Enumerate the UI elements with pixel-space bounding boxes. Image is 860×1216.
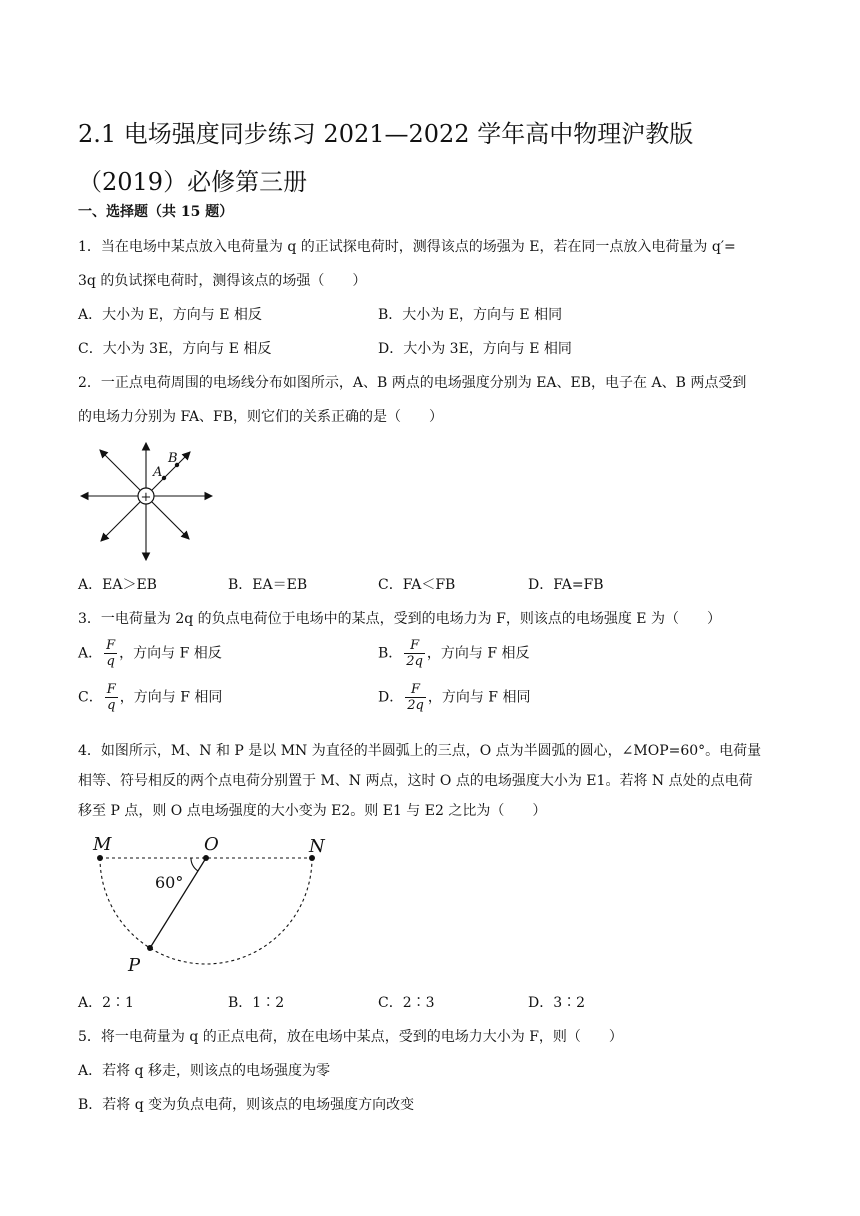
q5-option-a: A．若将 q 移走，则该点的电场强度为零 (78, 1063, 330, 1079)
fraction-denominator: q (106, 654, 115, 669)
q5-option-b: B．若将 q 变为负点电荷，则该点的电场强度方向改变 (78, 1097, 415, 1113)
q4-option-c: C．2∶3 (378, 995, 435, 1011)
q1-option-a: A．大小为 E，方向与 E 相反 (78, 307, 262, 323)
q2-line1: 2．一正点电荷周围的电场线分布如图所示，A、B 两点的电场强度分别为 EA、EB，电子在 A、B 两点受到 (78, 375, 747, 391)
point-n-label: N (309, 836, 325, 857)
q3-option-d-fraction (405, 682, 426, 713)
q2-option-d: D．FA=FB (528, 577, 604, 593)
q3-option-b-letter: B． (378, 645, 403, 662)
q3-option-b-fraction (404, 638, 425, 669)
point-p-label: P (128, 955, 141, 976)
q3-option-c-text: ，方向与 F 相同 (119, 689, 223, 706)
q5-line1: 5．将一电荷量为 q 的正点电荷，放在电场中某点，受到的电场力大小为 F，则（ ） (78, 1029, 623, 1045)
fraction-numerator: F (106, 682, 116, 697)
q3-option-d (378, 682, 530, 713)
q3-option-a-letter: A． (78, 645, 103, 662)
point-m-dot (97, 855, 103, 861)
point-o-label: O (204, 834, 219, 855)
positive-charge-label: + (140, 490, 152, 505)
semicircle-figure (80, 832, 350, 982)
q3-option-d-text: ，方向与 F 相同 (427, 689, 531, 706)
fraction-denominator: 2q (406, 654, 423, 669)
fraction-denominator: 2q (407, 698, 424, 713)
fraction-denominator: q (107, 698, 116, 713)
q3-option-c-letter: C． (78, 689, 103, 706)
q1-option-c: C．大小为 3E，方向与 E 相反 (78, 341, 272, 357)
point-a-dot (162, 476, 166, 480)
field-lines-figure (78, 440, 218, 565)
q3-line1: 3．一电荷量为 2q 的负点电荷位于电场中的某点，受到的电场力为 F，则该点的电场强度 E 为（ ） (78, 611, 721, 627)
q2-option-a: A．EA＞EB (78, 577, 157, 593)
q3-option-b-text: ，方向与 F 相反 (426, 645, 530, 662)
q4-option-a: A．2∶1 (78, 995, 134, 1011)
q3-option-a (78, 638, 222, 669)
q3-option-b (378, 638, 530, 669)
q1-option-b: B．大小为 E，方向与 E 相同 (378, 307, 563, 323)
point-b-label: B (168, 451, 178, 466)
q1-line1: 1．当在电场中某点放入电荷量为 q 的正试探电荷时，测得该点的场强为 E，若在同一点放入电荷量为 q′= (78, 239, 736, 255)
q2-line2: 的电场力分别为 FA、FB，则它们的关系正确的是（ ） (78, 409, 444, 425)
fraction-numerator: F (106, 638, 116, 653)
q4-option-d: D．3∶2 (528, 995, 586, 1011)
q3-option-c (78, 682, 222, 713)
document-title: 2.1 电场强度同步练习 2021—2022 学年高中物理沪教版（2019）必修第三册 (78, 120, 694, 196)
point-p-dot (147, 945, 153, 951)
fraction-numerator: F (404, 638, 425, 654)
q2-option-b: B．EA＝EB (228, 577, 308, 593)
q4-option-b: B．1∶2 (228, 995, 285, 1011)
q4-line2: 相等、符号相反的两个点电荷分别置于 M、N 两点，这时 O 点的电场强度大小为 E1。若将 N 点处的点电荷 (78, 773, 753, 789)
q3-option-c-fraction (105, 682, 118, 713)
q3-option-d-letter: D． (378, 689, 404, 706)
q3-option-a-fraction (104, 638, 117, 669)
point-a-label: A (153, 465, 163, 480)
q3-option-a-text: ，方向与 F 相反 (119, 645, 222, 662)
angle-label: 60° (155, 873, 184, 892)
section-heading: 一、选择题（共 15 题） (78, 204, 234, 220)
fraction-numerator: F (405, 682, 426, 698)
q1-option-d: D．大小为 3E，方向与 E 相同 (378, 341, 572, 357)
q4-line3: 移至 P 点，则 O 点电场强度的大小变为 E2。则 E1 与 E2 之比为（ ） (78, 803, 547, 819)
q4-line1: 4．如图所示，M、N 和 P 是以 MN 为直径的半圆弧上的三点，O 点为半圆弧的圆心，∠MOP=60°。电荷量 (78, 743, 762, 759)
q1-line2: 3q 的负试探电荷时，测得该点的场强（ ） (78, 273, 367, 289)
point-m-label: M (93, 834, 112, 855)
point-o-dot (203, 855, 209, 861)
q2-option-c: C．FA＜FB (378, 577, 456, 593)
